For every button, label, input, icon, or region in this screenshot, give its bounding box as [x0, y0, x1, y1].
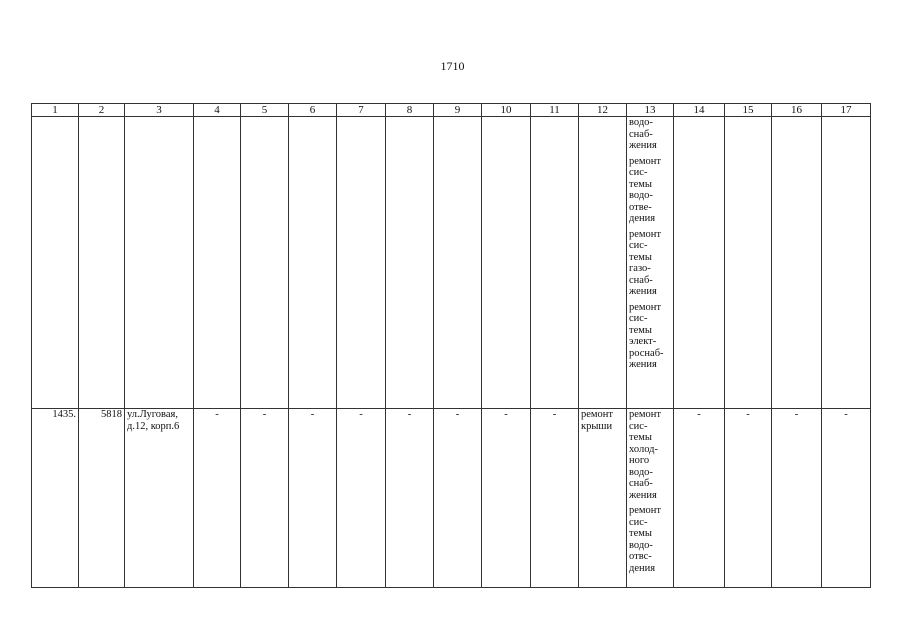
work-type-line: темы — [629, 178, 652, 190]
table-row — [32, 117, 871, 409]
roof-repair-line: крыши — [581, 420, 613, 432]
work-type-line: водо- — [629, 539, 653, 551]
column-header-1: 1 — [32, 104, 79, 117]
work-type-line: дения — [629, 562, 656, 574]
empty-value-dash: - — [337, 409, 386, 588]
work-type-line: роснаб- — [629, 347, 664, 359]
work-type-entry — [629, 505, 671, 574]
address-line: д.12, корп.6 — [127, 420, 180, 432]
empty-value-dash: - — [194, 409, 241, 588]
work-type-line: ремонт — [629, 505, 662, 516]
work-type-line: ремонт — [629, 155, 662, 167]
table-cell — [772, 117, 822, 409]
table-cell — [725, 117, 772, 409]
work-type-line: темы — [629, 324, 652, 336]
column-header-6: 6 — [289, 104, 337, 117]
work-type-line: жения — [629, 286, 657, 297]
table-cell — [337, 117, 386, 409]
work-type-line: жения — [629, 359, 657, 370]
column-header-3: 3 — [125, 104, 194, 117]
empty-value-dash: - — [822, 409, 871, 588]
data-table — [31, 103, 871, 588]
work-type-line: сис- — [629, 313, 648, 324]
table-cell — [241, 117, 289, 409]
table-cell — [482, 117, 531, 409]
work-type-entry — [629, 302, 671, 371]
work-type-line: снаб- — [629, 128, 653, 140]
column-header-2: 2 — [79, 104, 125, 117]
empty-value-dash: - — [772, 409, 822, 588]
work-type-line: элект- — [629, 336, 657, 347]
record-id: 5818 — [79, 409, 125, 588]
column-header-9: 9 — [434, 104, 482, 117]
empty-value-dash: - — [386, 409, 434, 588]
work-type-line: дения — [629, 213, 656, 224]
work-type-line: ремонт — [629, 228, 662, 240]
table-cell — [822, 117, 871, 409]
table-cell — [194, 117, 241, 409]
column-header-14: 14 — [674, 104, 725, 117]
column-header-8: 8 — [386, 104, 434, 117]
work-type-entry — [629, 229, 671, 298]
column-header-17: 17 — [822, 104, 871, 117]
address-cell — [125, 409, 194, 588]
work-type-line: холод- — [629, 443, 658, 455]
empty-value-dash: - — [531, 409, 579, 588]
work-type-line: ремонт — [629, 409, 662, 420]
work-type-line: водо- — [629, 190, 653, 201]
column-header-10: 10 — [482, 104, 531, 117]
table-cell — [289, 117, 337, 409]
work-type-line: сис- — [629, 420, 648, 432]
roof-repair-line: ремонт — [581, 409, 614, 420]
empty-value-dash: - — [289, 409, 337, 588]
work-type-line: ного — [629, 455, 650, 466]
work-type-entry — [629, 409, 671, 501]
column-header-5: 5 — [241, 104, 289, 117]
empty-value-dash: - — [482, 409, 531, 588]
row-number: 1435. — [32, 409, 79, 588]
table-cell — [579, 117, 627, 409]
roof-repair-cell — [579, 409, 627, 588]
work-type-line: сис- — [629, 516, 648, 528]
empty-value-dash: - — [241, 409, 289, 588]
work-type-line: газо- — [629, 263, 651, 274]
work-type-line: ремонт — [629, 301, 662, 313]
work-type-line: темы — [629, 251, 652, 263]
work-type-line: отвс- — [629, 551, 652, 562]
table-cell — [125, 117, 194, 409]
table-cell — [32, 117, 79, 409]
work-type-line: сис- — [629, 240, 648, 251]
table-cell — [79, 117, 125, 409]
empty-value-dash: - — [674, 409, 725, 588]
column-header-13: 13 — [627, 104, 674, 117]
work-type-entry — [629, 117, 671, 152]
work-types-cell — [627, 409, 674, 588]
work-type-line: сис- — [629, 167, 648, 178]
work-type-line: жения — [629, 140, 657, 151]
table-cell — [531, 117, 579, 409]
column-header-16: 16 — [772, 104, 822, 117]
empty-value-dash: - — [725, 409, 772, 588]
column-header-11: 11 — [531, 104, 579, 117]
table-cell — [674, 117, 725, 409]
work-type-line: отве- — [629, 201, 652, 213]
table-row — [32, 409, 871, 588]
work-types-cell — [627, 117, 674, 409]
work-type-line: жения — [629, 489, 657, 501]
work-type-line: снаб- — [629, 274, 653, 286]
table-cell — [386, 117, 434, 409]
column-header-7: 7 — [337, 104, 386, 117]
work-type-entry — [629, 156, 671, 225]
work-type-line: водо- — [629, 466, 653, 478]
address-line: ул.Луговая, — [127, 409, 178, 420]
page-number: 1710 — [440, 59, 465, 73]
work-type-line: темы — [629, 432, 652, 443]
empty-value-dash: - — [434, 409, 482, 588]
work-type-line: темы — [629, 528, 652, 539]
column-header-15: 15 — [725, 104, 772, 117]
header-row — [32, 104, 871, 117]
work-type-line: водо- — [629, 117, 653, 128]
work-type-line: снаб- — [629, 478, 653, 489]
column-header-12: 12 — [579, 104, 627, 117]
table-cell — [434, 117, 482, 409]
column-header-4: 4 — [194, 104, 241, 117]
